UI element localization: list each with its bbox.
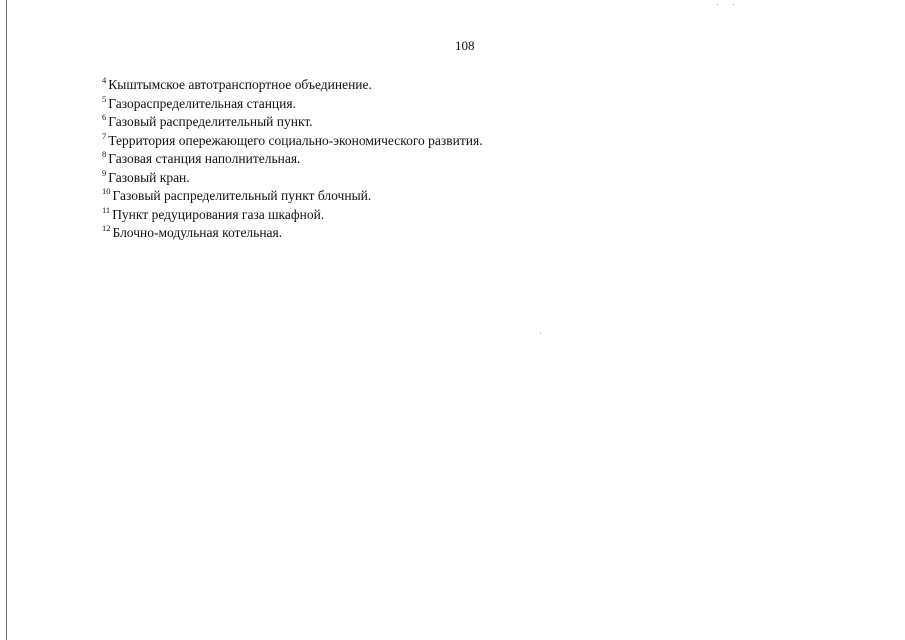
footnote-mark: 5 bbox=[102, 93, 107, 104]
footnote-mark: 4 bbox=[102, 75, 107, 85]
footnote-text: Пункт редуцирования газа шкафной. bbox=[112, 206, 325, 222]
scan-speck bbox=[540, 333, 541, 334]
footnote-item bbox=[102, 113, 483, 132]
footnote-item bbox=[102, 132, 483, 151]
footnote-mark: 8 bbox=[102, 149, 107, 159]
footnote-item bbox=[102, 150, 483, 169]
footnote-text: Газораспределительная станция. bbox=[108, 95, 296, 111]
footnote-mark: 10 bbox=[102, 186, 111, 196]
footnote-mark: 9 bbox=[102, 167, 107, 178]
footnote-list bbox=[102, 76, 483, 243]
footnote-mark: 11 bbox=[102, 204, 111, 215]
footnote-item bbox=[102, 169, 483, 188]
footnote-mark: 6 bbox=[102, 112, 107, 122]
footnote-item bbox=[102, 95, 483, 114]
footnote-mark: 7 bbox=[102, 130, 107, 141]
footnote-item bbox=[102, 76, 483, 95]
footnote-text: Газовый распределительный пункт блочный. bbox=[112, 188, 372, 203]
page-left-edge bbox=[6, 0, 7, 640]
page-number: 108 bbox=[455, 38, 475, 53]
footnote-mark: 12 bbox=[102, 223, 111, 233]
scan-speck bbox=[733, 4, 734, 5]
footnote-text: Блочно-модульная котельная. bbox=[112, 225, 283, 240]
footnote-text: Газовый кран. bbox=[108, 169, 190, 185]
footnote-text: Газовая станция наполнительная. bbox=[108, 151, 301, 166]
footnote-item bbox=[102, 224, 483, 243]
footnote-text: Кыштымское автотранспортное объединение. bbox=[108, 77, 372, 92]
footnote-item bbox=[102, 187, 483, 206]
footnote-item bbox=[102, 206, 483, 225]
footnote-text: Газовый распределительный пункт. bbox=[108, 114, 313, 129]
footnote-text: Территория опережающего социально-экономического развития. bbox=[108, 132, 483, 148]
scan-speck bbox=[717, 4, 718, 5]
